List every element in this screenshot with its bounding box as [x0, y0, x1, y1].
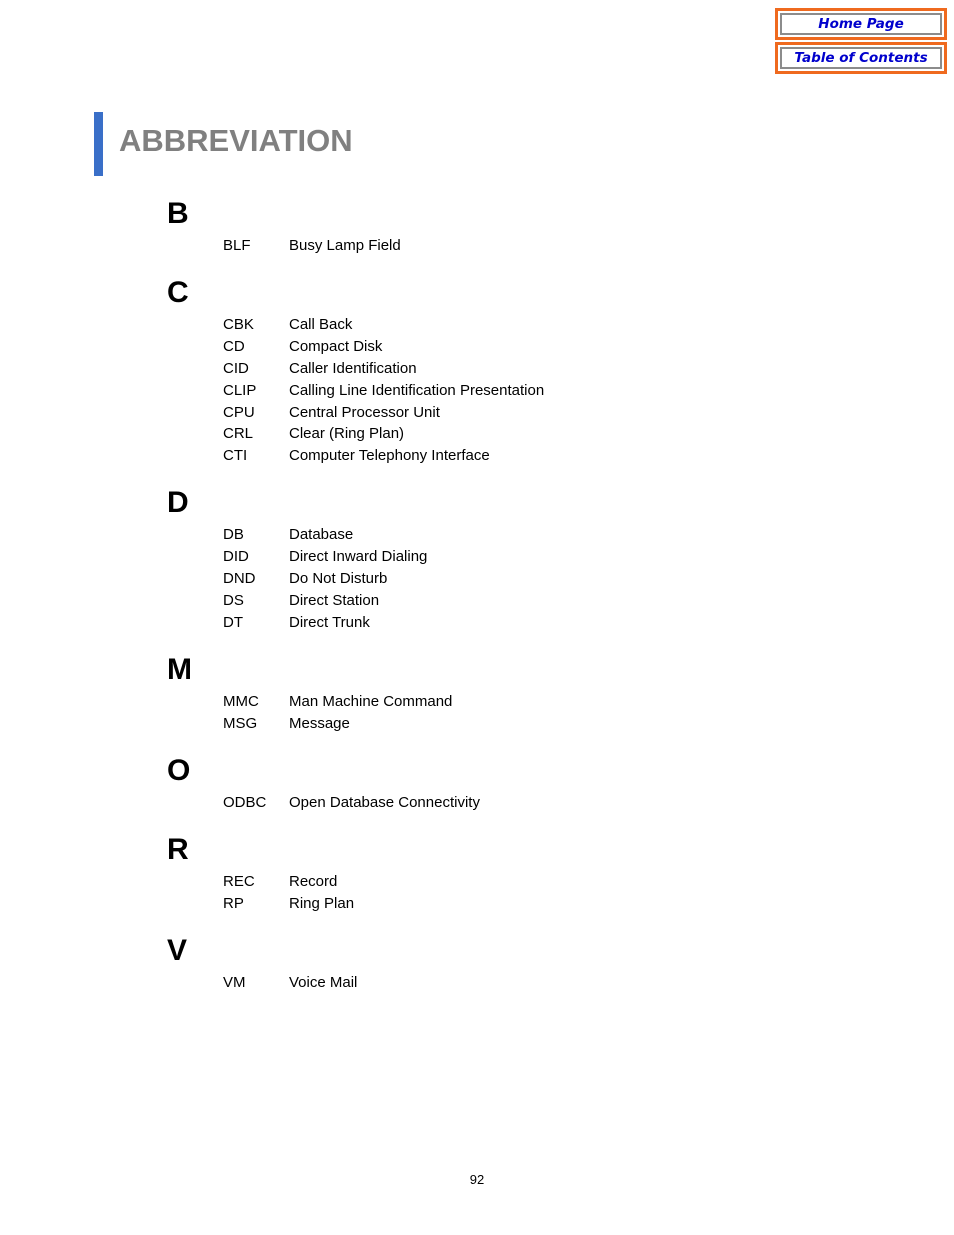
definition: Clear (Ring Plan): [289, 425, 405, 442]
definition: Call Back: [289, 316, 353, 333]
definition: Ring Plan: [289, 895, 355, 912]
definition: Computer Telephony Interface: [289, 447, 490, 464]
definition: Record: [289, 873, 338, 890]
abbreviation: DB: [223, 526, 244, 543]
abbreviation: DND: [223, 570, 256, 587]
definition: Direct Trunk: [289, 614, 370, 631]
abbreviation: BLF: [223, 237, 251, 254]
section-letter-d: D: [167, 486, 189, 519]
section-letter-b: B: [167, 197, 189, 230]
section-letter-o: O: [167, 754, 191, 787]
abbreviation: REC: [223, 873, 255, 890]
definition: Busy Lamp Field: [289, 237, 401, 254]
abbreviation: RP: [223, 895, 244, 912]
abbreviation: CRL: [223, 425, 254, 442]
abbreviation: CBK: [223, 316, 254, 333]
title-accent-bar: [94, 112, 103, 176]
definition: Man Machine Command: [289, 693, 453, 710]
home-page-label[interactable]: Home Page: [780, 13, 942, 35]
abbreviation: DS: [223, 592, 244, 609]
definition: Central Processor Unit: [289, 404, 440, 421]
abbreviation: ODBC: [223, 794, 267, 811]
definition: Message: [289, 715, 350, 732]
definition: Do Not Disturb: [289, 570, 388, 587]
section-letter-m: M: [167, 653, 192, 686]
abbreviation: CPU: [223, 404, 255, 421]
definition: Calling Line Identification Presentation: [289, 382, 545, 399]
page-title: ABBREVIATION: [119, 123, 353, 158]
abbreviation: MSG: [223, 715, 258, 732]
page-number: 92: [469, 1172, 485, 1187]
definition: Compact Disk: [289, 338, 383, 355]
table-of-contents-label[interactable]: Table of Contents: [780, 47, 942, 69]
abbreviation: CID: [223, 360, 249, 377]
definition: Caller Identification: [289, 360, 417, 377]
abbreviation: DID: [223, 548, 249, 565]
home-page-button[interactable]: [775, 8, 947, 40]
abbreviation: MMC: [223, 693, 259, 710]
section-letter-v: V: [167, 934, 188, 967]
definition: Direct Inward Dialing: [289, 548, 428, 565]
abbreviation: CD: [223, 338, 245, 355]
definition: Database: [289, 526, 354, 543]
section-letter-r: R: [167, 833, 189, 866]
definition: Open Database Connectivity: [289, 794, 480, 811]
abbreviation: CLIP: [223, 382, 257, 399]
definition: Voice Mail: [289, 974, 358, 991]
definition: Direct Station: [289, 592, 380, 609]
table-of-contents-button[interactable]: [775, 42, 947, 74]
abbreviation: DT: [223, 614, 243, 631]
abbreviation: VM: [223, 974, 246, 991]
abbreviation: CTI: [223, 447, 248, 464]
section-letter-c: C: [167, 276, 189, 309]
